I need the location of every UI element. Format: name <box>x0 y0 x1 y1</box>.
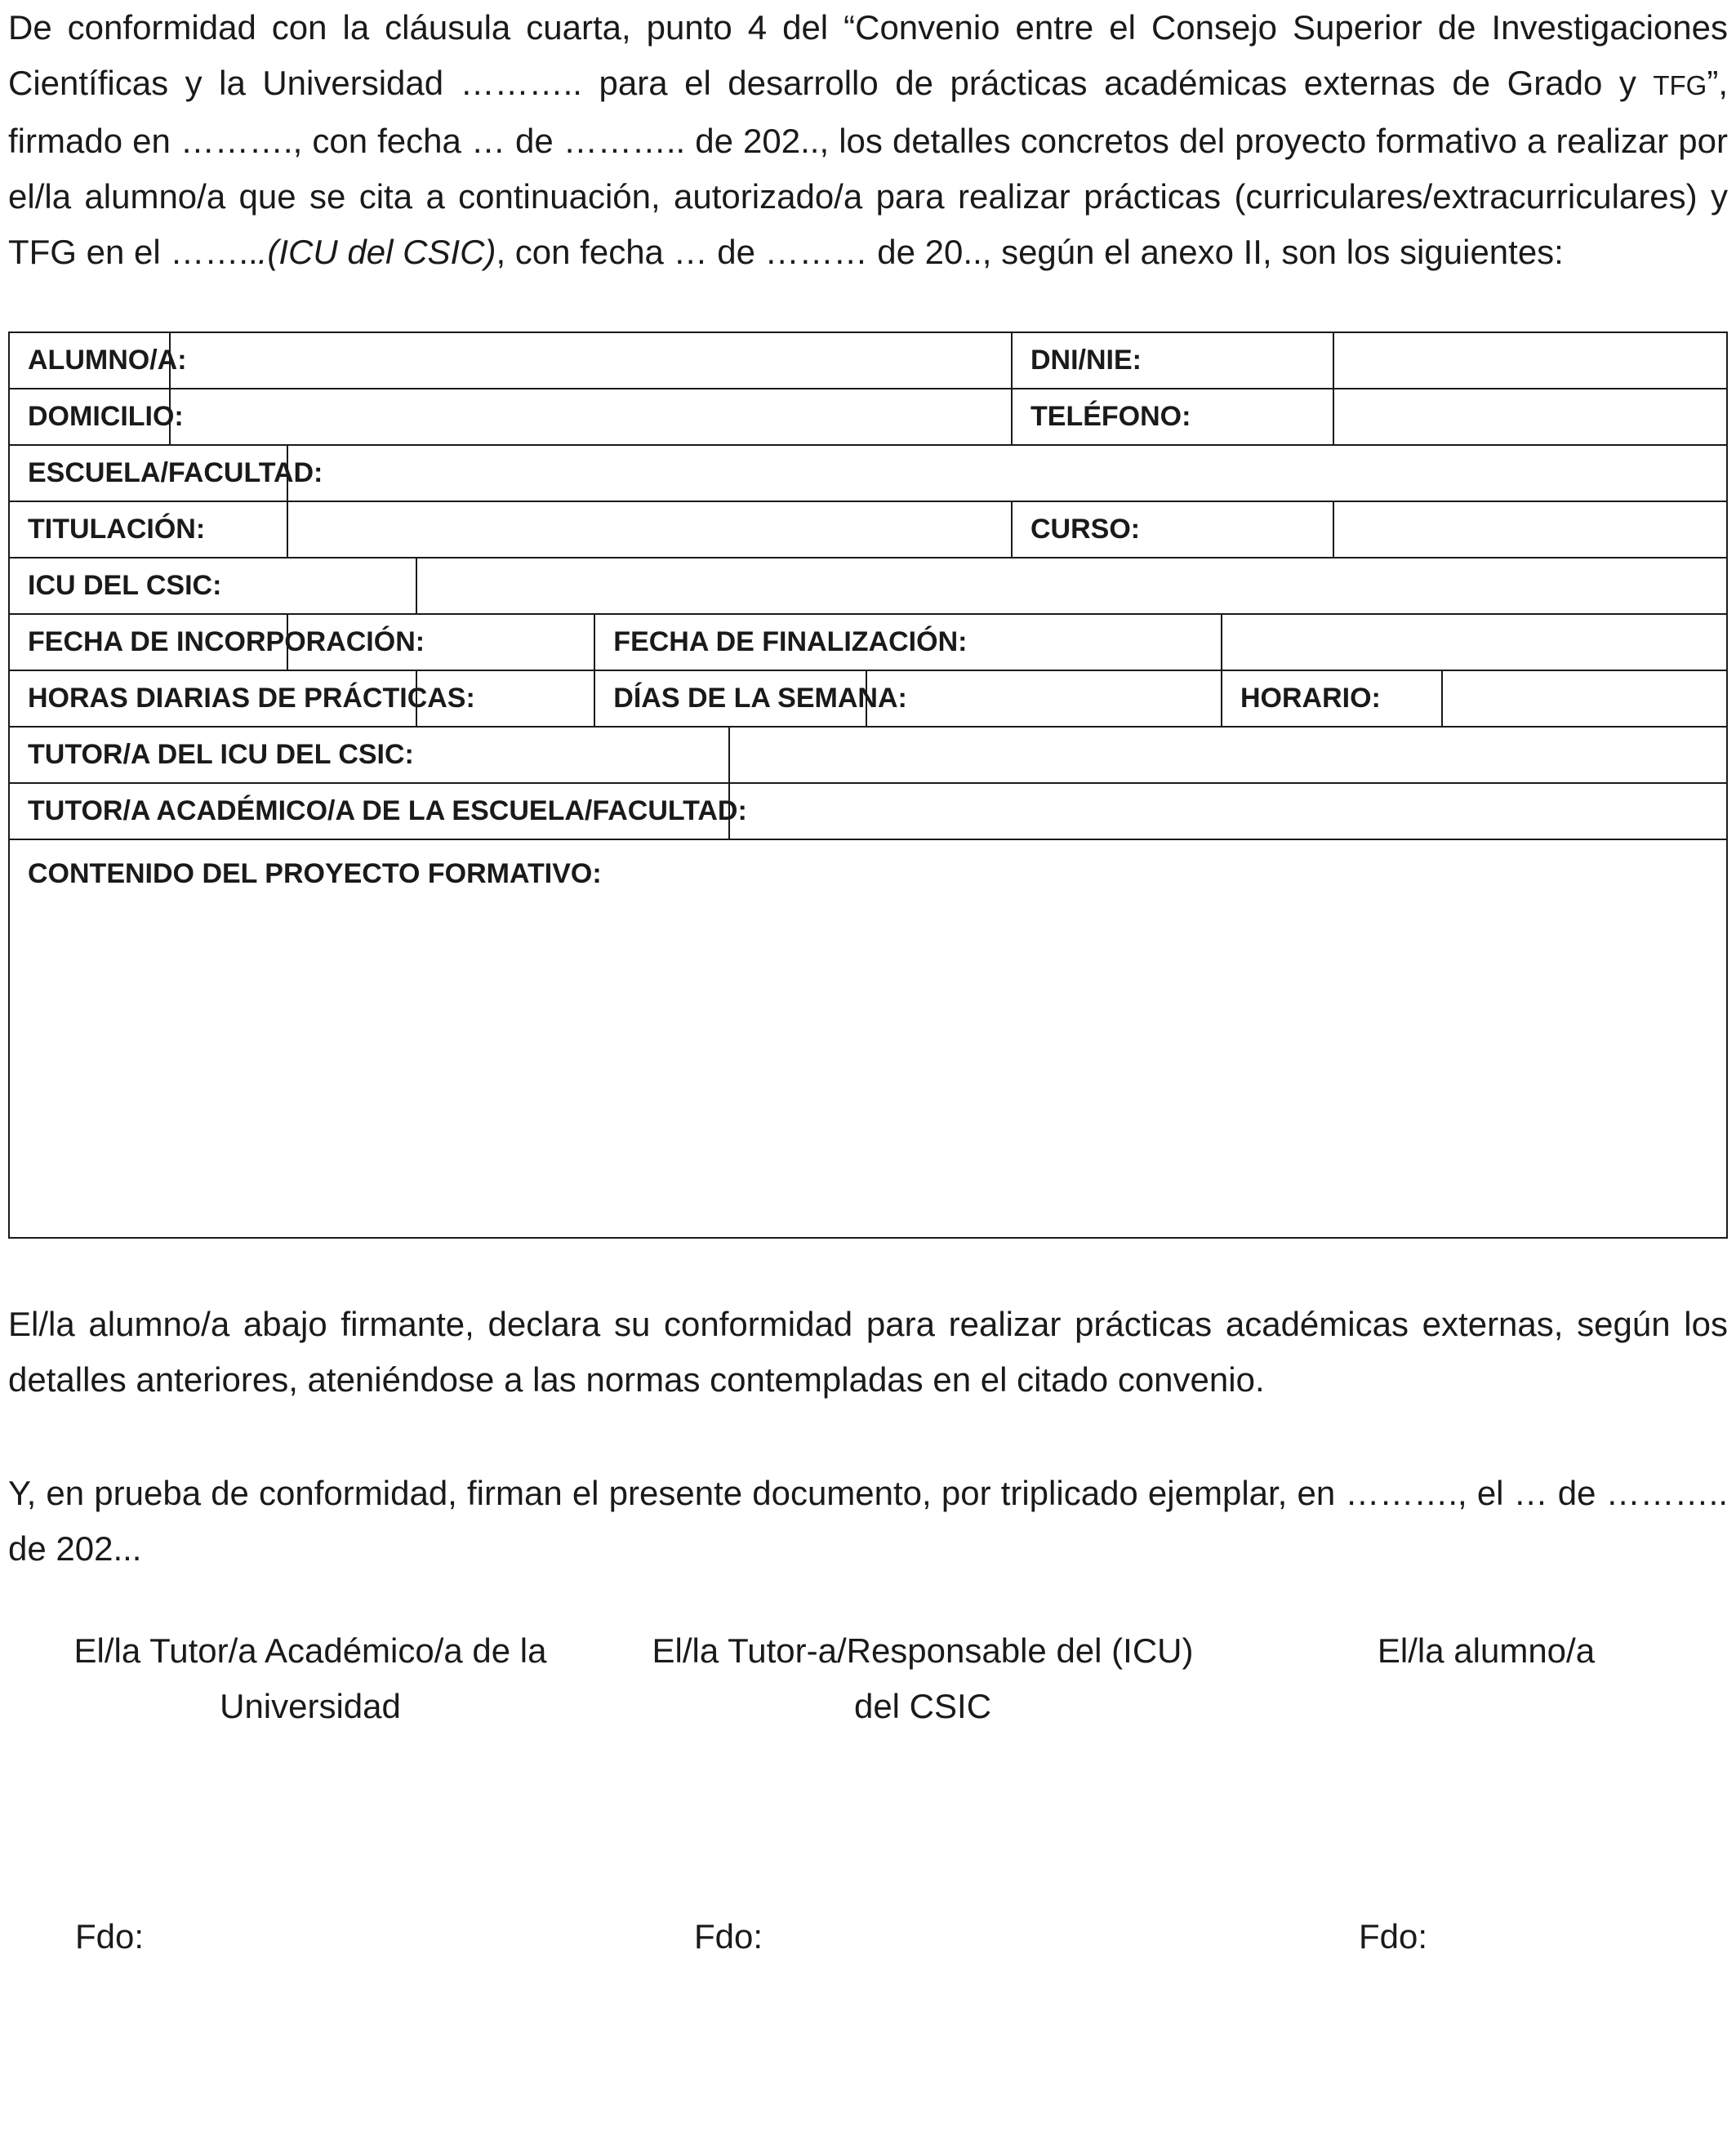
intro-italic-icu: .(ICU del CSIC) <box>257 233 496 271</box>
alumno-field[interactable] <box>170 332 1012 389</box>
signature-title-line1: El/la alumno/a <box>1377 1631 1596 1670</box>
intro-text-2: ”, firmado en ………., con fecha … de ……….. de 202.., los detalles concretos del proyecto formativo a realizar por el/la alumno/a que se cita a continuación, autorizado/a para realizar prácticas (curriculares/extracurriculares) y TFG en el …….. <box>8 64 1728 271</box>
fdo-label-alumno: Fdo: <box>1359 1917 1428 1956</box>
label-dias-semana: DÍAS DE LA SEMANA: <box>594 670 866 727</box>
domicilio-field[interactable] <box>170 389 1012 445</box>
label-curso: CURSO: <box>1012 501 1333 558</box>
label-telefono: TELÉFONO: <box>1012 389 1333 445</box>
form-row-domicilio <box>9 389 1727 445</box>
signature-block-tutor-academico <box>49 1623 572 1734</box>
label-contenido: CONTENIDO DEL PROYECTO FORMATIVO: <box>28 858 602 889</box>
dias-semana-field[interactable] <box>866 670 1222 727</box>
signature-title-line1: El/la Tutor/a Académico/a de la <box>73 1631 547 1670</box>
form-row-contenido <box>9 839 1727 1238</box>
formative-project-form <box>8 332 1728 1239</box>
form-row-tutor-icu <box>9 727 1727 783</box>
dni-field[interactable] <box>1333 332 1727 389</box>
fdo-label-tutor-icu: Fdo: <box>694 1917 763 1956</box>
closing-paragraph: Y, en prueba de conformidad, firman el presente documento, por triplicado ejemplar, en ………., el … de ……….. de 202... <box>8 1474 1728 1568</box>
form-row-titulacion <box>9 501 1727 558</box>
signature-title-line1: El/la Tutor-a/Responsable del (ICU) <box>652 1631 1194 1670</box>
label-escuela: ESCUELA/FACULTAD: <box>9 445 287 501</box>
label-domicilio: DOMICILIO: <box>9 389 170 445</box>
label-horario: HORARIO: <box>1222 670 1442 727</box>
titulacion-field[interactable] <box>287 501 1012 558</box>
intro-text-3: , con fecha … de ……… de 20.., según el anexo II, son los siguientes: <box>496 233 1564 271</box>
signature-block-alumno <box>1274 1623 1698 1679</box>
intro-tfg: TFG <box>1653 70 1707 100</box>
form-row-alumno <box>9 332 1727 389</box>
escuela-field[interactable] <box>287 445 1727 501</box>
label-fecha-incorporacion: FECHA DE INCORPORACIÓN: <box>9 614 287 670</box>
intro-text-1: De conformidad con la cláusula cuarta, punto 4 del “Convenio entre el Consejo Superior de Investigaciones Científicas y la Universidad ……….. para el desarrollo de prácticas académicas externas de Grado y <box>8 8 1728 102</box>
declaration-paragraph: El/la alumno/a abajo firmante, declara su conformidad para realizar prácticas académicas externas, según los detalles anteriores, ateniéndose a las normas contempladas en el citado convenio. <box>8 1305 1728 1399</box>
telefono-field[interactable] <box>1333 389 1727 445</box>
contenido-field[interactable] <box>9 839 1727 1238</box>
fecha-finalizacion-field[interactable] <box>1222 614 1727 670</box>
label-tutor-academico: TUTOR/A ACADÉMICO/A DE LA ESCUELA/FACULTAD: <box>9 783 729 839</box>
horario-field[interactable] <box>1442 670 1727 727</box>
curso-field[interactable] <box>1333 501 1727 558</box>
label-icu: ICU DEL CSIC: <box>9 558 416 614</box>
signature-block-tutor-icu <box>621 1623 1225 1734</box>
label-titulacion: TITULACIÓN: <box>9 501 287 558</box>
fdo-label-tutor-academico: Fdo: <box>75 1917 145 1956</box>
form-row-escuela <box>9 445 1727 501</box>
form-row-fechas <box>9 614 1727 670</box>
form-row-icu <box>9 558 1727 614</box>
label-alumno: ALUMNO/A: <box>9 332 170 389</box>
label-fecha-finalizacion: FECHA DE FINALIZACIÓN: <box>594 614 1222 670</box>
form-row-tutor-academico <box>9 783 1727 839</box>
label-dni: DNI/NIE: <box>1012 332 1333 389</box>
signature-title-line2: Universidad <box>220 1687 401 1725</box>
label-horas-diarias: HORAS DIARIAS DE PRÁCTICAS: <box>9 670 416 727</box>
tutor-academico-field[interactable] <box>729 783 1727 839</box>
tutor-icu-field[interactable] <box>729 727 1727 783</box>
signature-title-line2: del CSIC <box>853 1687 992 1725</box>
intro-paragraph <box>8 0 1728 280</box>
label-tutor-icu: TUTOR/A DEL ICU DEL CSIC: <box>9 727 729 783</box>
icu-field[interactable] <box>416 558 1727 614</box>
form-row-horas <box>9 670 1727 727</box>
